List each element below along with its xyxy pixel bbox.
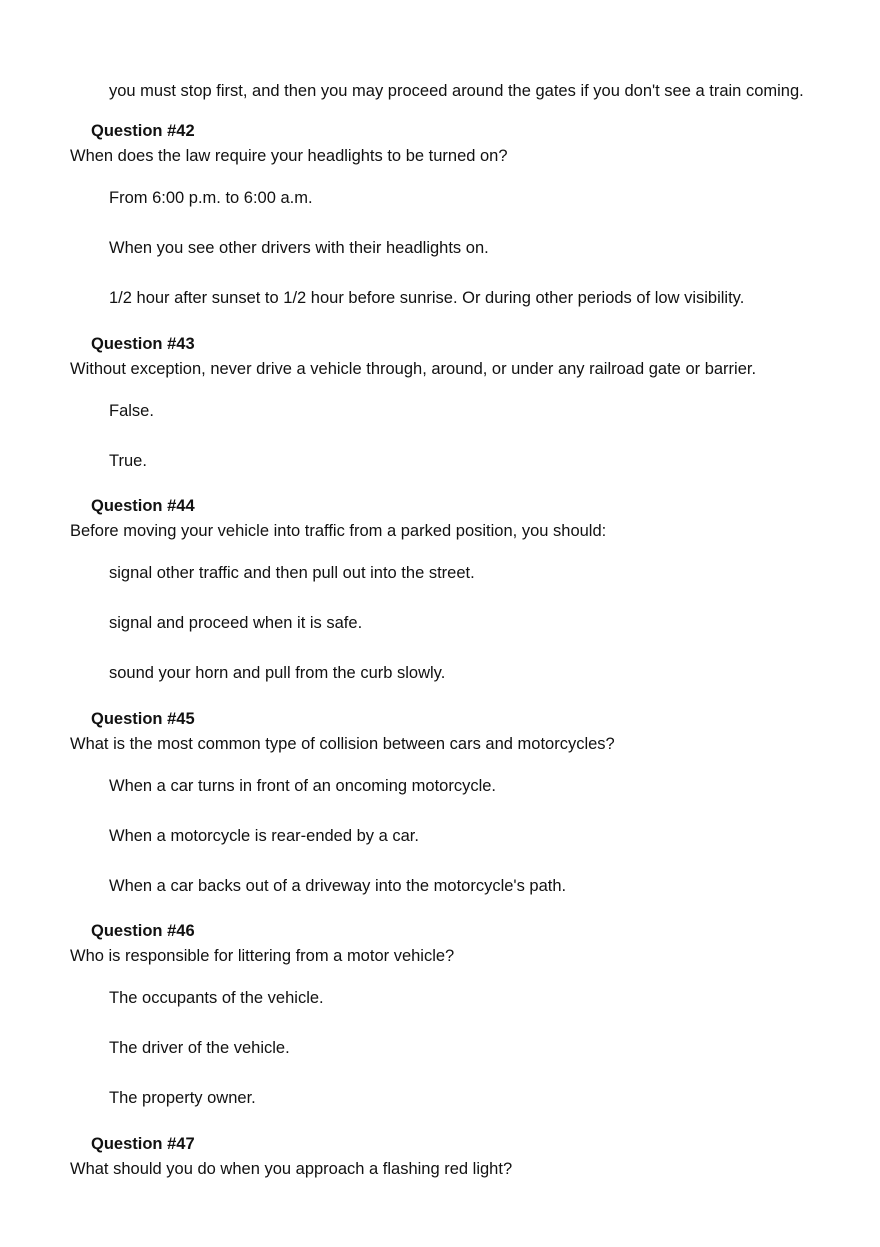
question-text: What is the most common type of collision between cars and motorcycles?: [70, 735, 615, 753]
question-text: Who is responsible for littering from a motor vehicle?: [70, 947, 455, 965]
answer-choice: When a motorcycle is rear-ended by a car.: [109, 827, 419, 845]
answer-choice: The property owner.: [109, 1089, 256, 1107]
question-number: Question #44: [91, 497, 195, 515]
question-text: What should you do when you approach a flashing red light?: [70, 1160, 513, 1178]
answer-choice: False.: [109, 402, 154, 420]
question-number: Question #47: [91, 1135, 195, 1153]
answer-choice: The driver of the vehicle.: [109, 1039, 290, 1057]
answer-choice: signal and proceed when it is safe.: [109, 614, 363, 632]
leading-choice: you must stop first, and then you may proceed around the gates if you don't see a train coming.: [109, 82, 804, 100]
answer-choice: When a car turns in front of an oncoming motorcycle.: [109, 777, 497, 795]
answer-choice: From 6:00 p.m. to 6:00 a.m.: [109, 189, 313, 207]
question-number: Question #42: [91, 122, 195, 140]
answer-choice: signal other traffic and then pull out into the street.: [109, 564, 475, 582]
question-number: Question #46: [91, 922, 195, 940]
question-number: Question #43: [91, 335, 195, 353]
answer-choice: When a car backs out of a driveway into the motorcycle's path.: [109, 877, 567, 895]
question-text: Before moving your vehicle into traffic from a parked position, you should:: [70, 522, 607, 540]
answer-choice: sound your horn and pull from the curb slowly.: [109, 664, 446, 682]
question-text: Without exception, never drive a vehicle through, around, or under any railroad gate or barrier.: [70, 360, 757, 378]
answer-choice: 1/2 hour after sunset to 1/2 hour before sunrise. Or during other periods of low visibility.: [109, 289, 745, 307]
answer-choice: True.: [109, 452, 147, 470]
answer-choice: When you see other drivers with their headlights on.: [109, 239, 489, 257]
question-number: Question #45: [91, 710, 195, 728]
answer-choice: The occupants of the vehicle.: [109, 989, 324, 1007]
question-text: When does the law require your headlights to be turned on?: [70, 147, 508, 165]
